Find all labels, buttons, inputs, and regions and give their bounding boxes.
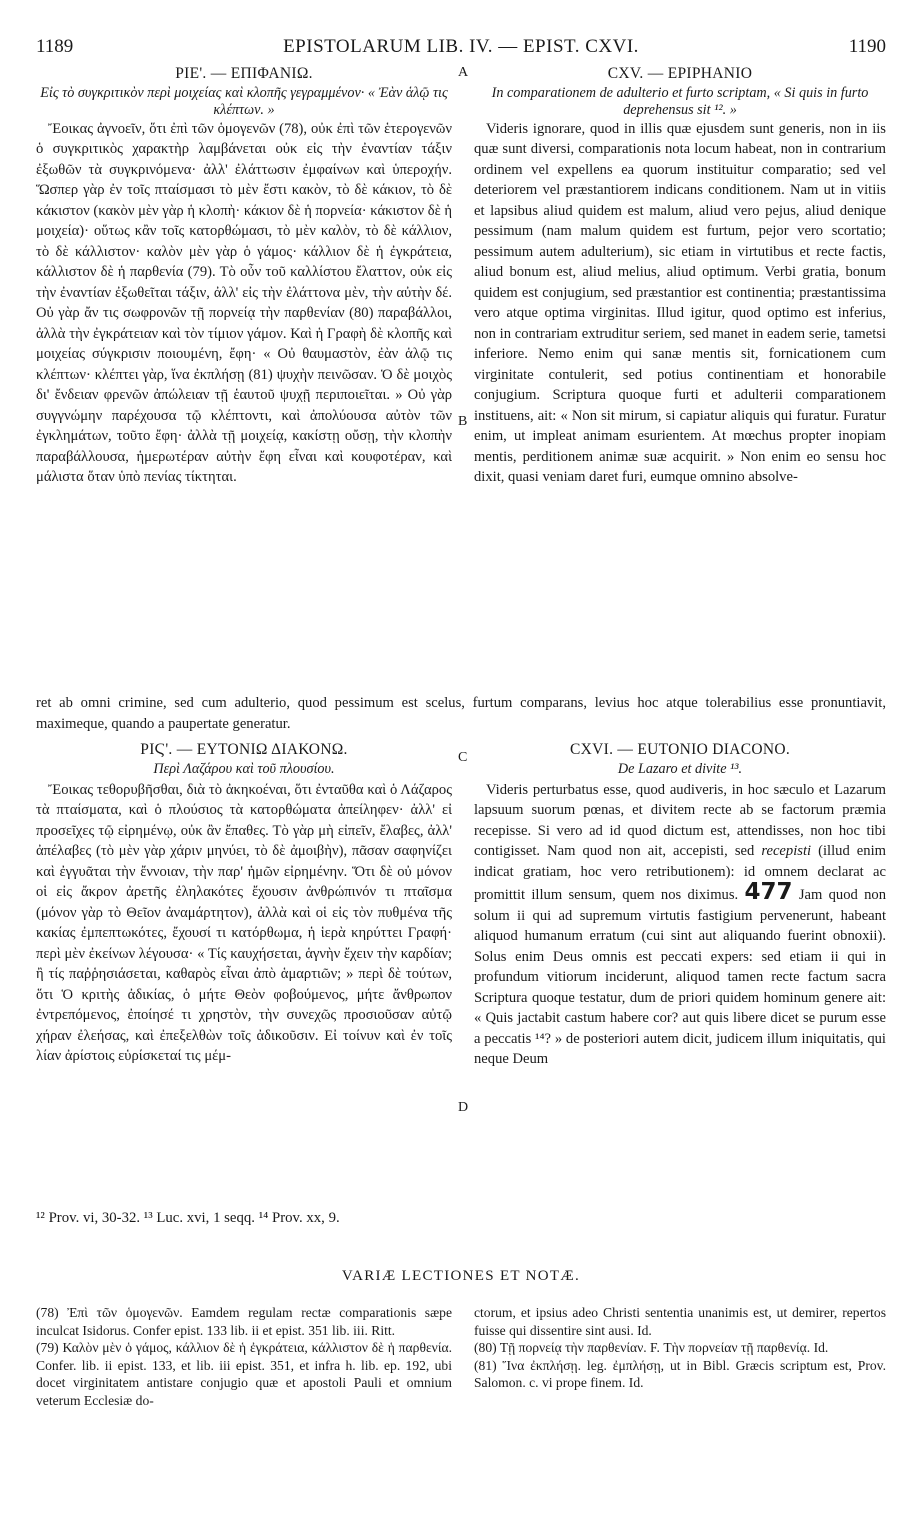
greek-letter-title: ΡΙΕ'. — ΕΠΙΦΑΝΙΩ.: [175, 65, 313, 82]
latin-text-part-3: Jam quod non solum ii qui ad supremum virtutis fastigium pervenerunt, habeant aliquod humanum erratum (cui sint aut aliquando fuerint obnoxii). Solus enim Deus omnis est peccati expers: sed etiam ii qui in profundum vitiorum inciderunt, aliquod tamen recte factum sacra Scriptura quoque testatur, dum de priori quidem hominum genere ait: « Quis jactabit castum habere cor? aut quis libere dicet se purum esse a peccatis ¹⁴? » de posteriori autem dicit, judicem illum iniquitatis, qui neque Deum: [474, 887, 887, 1067]
margin-letter-b: B: [458, 414, 468, 429]
greek-letter-subtitle-2: Περὶ Λαζάρου καὶ τοῦ πλουσίου.: [153, 760, 335, 777]
margin-letter-a: A: [458, 65, 469, 80]
note-79: (79) Καλὸν μὲν ὁ γάμος, κάλλιον δὲ ἡ ἐγκράτεια, κάλλιστον δὲ ἡ παρθενία. Confer. lib. ii epist. 133, et lib. iii epist. 351, et infra h. lib. ep. 192, ubi docet virginitatem antistare conjugio quæ et apostoli Pauli et omnium veterum Ecclesiæ do-: [36, 1340, 452, 1408]
latin-letter-subtitle-2: De Lazaro et divite ¹³.: [617, 760, 743, 777]
latin-letter-title: CXV. — EPIPHANIO: [607, 65, 753, 82]
latin-text-part-1: Videris perturbatus esse, quod audiveris, in hoc sæculo et Lazarum lapsuum suorum pœnas, et divitem recte ab se factorum præmia recepisse. Si vero ad id quod dictum est, attendisses, non hoc tibi contigisset. Nam quod non ait, accepisti, sed: [474, 781, 886, 859]
page-number-left: 1189: [36, 36, 74, 57]
greek-letter-text-2: Ἔοικας τεθορυβῆσθαι, διὰ τὸ ἀκηκοέναι, ὅτι ἐνταῦθα καὶ ὁ Λάζαρος τὰ πταίσματα, καὶ ὁ πλούσιος τὰ κατορθώματα ἀπείληφεν· ἀλλ' εἰ προσεῖχες τῷ εἰρημένῳ, οὐκ ἂν ἔπαθες. Τὸ γὰρ μὴ εἰπεῖν, ἔλαβες, ἀλλ' ἀπέλαβες (τὸ μὲν γὰρ χάριν μηνύει, τὸ δὲ ἀμοιβὴν), πᾶσαν σαφηνίζει καὶ ἐγγυᾶται τὴν ἔννοιαν, τὴν παρ' ἡμῶν εἰρημένην. Ὅτι δὲ οὐ μόνον οἱ εἰς ἄκρον ἀρετῆς ἐληλακότες ἔχουσιν ἀνθρώπινόν τι πταῖσμα (μόνον γὰρ τὸ Θεῖον ἀναμάρτητον), ἀλλὰ καὶ οἱ εἰς τὸν πυθμένα τῆς κακίας ἐμπεπτωκότες, ἔχουσί τι κατόρθωμα, ἡ ἱερὰ κηρύττει Γραφή· περὶ μὲν ἐκείνων λέγουσα· « Τίς καυχήσεται, ἁγνὴν ἔχειν τὴν καρδίαν; ἢ τίς παῤῥησιάσεται, καθαρὸς εἶναι ἀπὸ ἁμαρτιῶν; » περὶ δὲ τούτων, ὅτι Ὁ κριτὴς ἀδικίας, ὁ μήτε Θεὸν φοβούμενος, μήτε ἄνθρωπον ἐντρεπόμενος, ἐποίησέ τι χρηστὸν, τὴν συνεχῶς προσιοῦσαν αὐτῷ χήραν ἐλεήσας, καὶ ἐπεξελθὼν τοῖς ἀδικοῦσιν. Εἰ τοίνυν καὶ ἐν τοῖς λίαν ἀρίστοις εὑρίσκεταί τις μέμ-: [36, 781, 452, 1064]
running-head: [36, 36, 886, 60]
margin-letter-c: C: [458, 750, 468, 765]
greek-letter-115: [36, 64, 452, 488]
latin-letter-text: Videris ignorare, quod in illis quæ ejusdem sunt generis, non in iis quæ sunt diversi, comparationis nota locum habeat, non in contrarium ordinem vel expellens ea quorum instituitur comparatio; sed vel deteriorem vel præstantiorem indicans conditionem. Nam ut in vitiis et lapsibus aliud quidem est malum, aliud vero pejus, aliud denique pessimum (nam malum quidem est furtum, pejor vero scortatio; pessimum autem adulterium), sic etiam in virtutibus et recte factis, aliud bonum est, aliud melius, aliud optimum. Verbi gratia, bonum quidem est conjugium, sed præstantior est continentia; præstantissima vero atque optima virginitas. Illud igitur, quod optimo est inferius, non in contrariam extruditur seriem, sed manet in eadem serie, tametsi inferiore. Nemo enim qui sanæ mentis sit, fornicationem cum virginitate contulerit, sed potius continentiam et honorabile conjugium. Scriptura quoque furti et adulterii comparationem instituens, ait: « Non sit mirum, si capiatur aliquis qui furatur. Furatur enim, ut impleat animam esurientem. At mœchus propter inopiam mentis, perditionem animæ suæ acquirit. » Non enim eo sensu hoc dixit, quasi veniam daret furi, eumque omnino absolve-: [474, 120, 886, 485]
latin-letter-115: [474, 64, 886, 488]
greek-letter-116: [36, 740, 452, 1067]
latin-letter-text-2: [474, 780, 886, 1070]
latin-italic-word: recepisti: [761, 843, 812, 859]
notes-left-column: [36, 1304, 452, 1409]
greek-letter-title-2: ΡΙϚ'. — ΕΥΤΟΝΙΩ ΔΙΑΚΟΝΩ.: [140, 741, 348, 758]
running-title: EPISTOLARUM LIB. IV. — EPIST. CXVI.: [283, 36, 639, 57]
note-78: (78) Ἐπὶ τῶν ὁμογενῶν. Eamdem regulam rectæ comparationis sæpe inculcat Isidorus. Confer epist. 133 lib. ii et epist. 351 lib. iii. Ritt.: [36, 1305, 452, 1338]
latin-letter-title-2: CXVI. — EUTONIO DIACONO.: [569, 741, 791, 758]
page-number-marker: 477: [744, 879, 793, 905]
latin-text-part-2: (illud enim indicat gratiam, hoc vero retributionem): id omnem declarat ac promittit illum sensum, quem nos diximus.: [474, 843, 886, 903]
notes-right-column: [474, 1304, 886, 1392]
page-number-right: 1190: [848, 36, 886, 57]
notes-heading: VARIÆ LECTIONES ET NOTÆ.: [341, 1268, 581, 1284]
latin-continuation-text: ret ab omni crimine, sed cum adulterio, quod pessimum est scelus, furtum comparans, levius hoc atque tolerabilius esse pronuntiavit, maximeque, quando a paupertate generatur.: [36, 695, 886, 732]
greek-letter-text: Ἔοικας ἀγνοεῖν, ὅτι ἐπὶ τῶν ὁμογενῶν (78), οὐκ ἐπὶ τῶν ἑτερογενῶν ὁ συγκριτικὸς χαρακτὴρ λαμβάνεται οὐκ εἰς τὴν ἐναντίαν τάξιν ἐξωθῶν τὰ συγκρινόμενα· ἀλλ' ἐλάττωσιν ἐμφαίνων καὶ ὑπεροχήν. Ὥσπερ γὰρ ἐν τοῖς πταίσμασι τὸ μὲν ἔστι κακὸν, τὸ δὲ κάκιον, τὸ δὲ κάκιστον (κακὸν μὲν γὰρ ἡ κλοπὴ· κάκιον δὲ ἡ πορνεία· κάκιστον δὲ ἡ μοιχεία)· οὕτως κἂν τοῖς κατορθώμασι, τὸ μὲν καλὸν, τὸ δὲ κάλλιον, τὸ δὲ κάλλιστον· καλὸν μὲν γὰρ ὁ γάμος· κάλλιον δὲ ἡ ἐγκράτεια, κάλλιστον δὲ ἡ παρθενία (79). Τὸ οὖν τοῦ καλλίστου ἔλαττον, οὐκ εἰς τὴν ἐναντίαν ἐξωθεῖται τάξιν, ἀλλ' εἰς τὴν ἐλάττονα μὲν, τὴν αὐτὴν δέ. Οὐ γὰρ ἄν τις σωφρονῶν τῇ πορνείᾳ τὴν παρθενίαν (80) παραβάλλοι, ἀλλὰ τὴν ἐγκράτειαν καὶ τὸν τίμιον γάμον. Καὶ ἡ Γραφὴ δὲ κλοπῆς καὶ μοιχείας σύγκρισιν ποιουμένη, ἔφη· « Οὐ θαυμαστὸν, ἐὰν ἁλῷ τις κλέπτων· κλέπτει γὰρ, ἵνα ἐκπλήσῃ (81) ψυχὴν πεινῶσαν. Ὁ δὲ μοιχὸς δι' ἔνδειαν φρενῶν ἀπώλειαν τῇ ἑαυτοῦ ψυχῇ περιποιεῖται. » Οὐ γὰρ συγγνώμην παρέχουσα τῷ κλέπτοντι, καὶ ἀπολύουσα αὐτὸν τῶν ἐγκλημάτων, τοῦτο ἔφη· ἀλλὰ τῇ μοιχείᾳ, κακίστῃ οὔσῃ, τὴν κλοπὴν παραβάλλουσα, ἡμερωτέραν αὐτὴν ἔφη εἶναι καὶ κουφοτέραν, καὶ μάλιστα ὅταν ὑπὸ πενίας τίκτηται.: [36, 120, 452, 485]
greek-letter-subtitle: Εἰς τὸ συγκριτικὸν περὶ μοιχείας καὶ κλοπῆς γεγραμμένον· « Ἐὰν ἁλῷ τις κλέπτων. »: [40, 84, 448, 118]
latin-letter-116: [474, 740, 886, 1070]
note-79-continued: ctorum, et ipsius adeo Christi sententia unanimis est, ut demirer, repertos fuisse qui dissentire sint ausi. Id.: [474, 1305, 886, 1338]
latin-continuation: [36, 693, 886, 734]
footnotes: ¹² Prov. vi, 30-32. ¹³ Luc. xvi, 1 seqq. ¹⁴ Prov. xx, 9.: [36, 1210, 340, 1226]
note-80: (80) Τῇ πορνείᾳ τὴν παρθενίαν. F. Τὴν πορνείαν τῇ παρθενίᾳ. Id.: [474, 1340, 829, 1355]
latin-letter-subtitle: In comparationem de adulterio et furto scriptam, « Si quis in furto deprehensus sit ¹². »: [491, 84, 869, 118]
note-81: (81) Ἵνα ἐκπλήσῃ. leg. ἐμπλήσῃ, ut in Bibl. Græcis scriptum est, Prov. Salomon. c. vi prope finem. Id.: [474, 1357, 886, 1390]
margin-letter-d: D: [458, 1100, 469, 1115]
